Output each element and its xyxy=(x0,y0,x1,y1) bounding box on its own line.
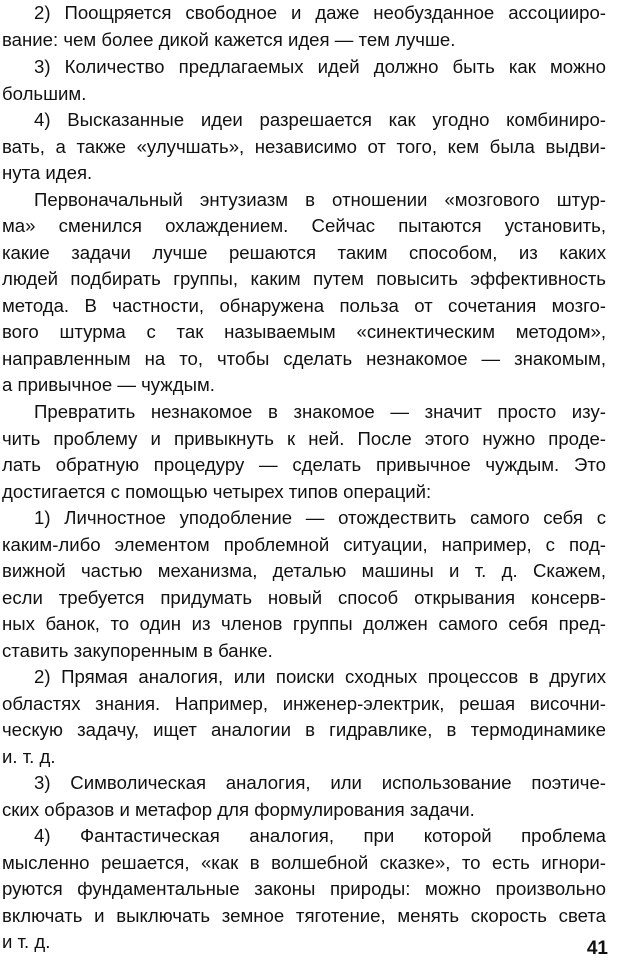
text-line: ных банок, то один из членов группы должен самого себя пред- xyxy=(2,613,606,634)
text-line: 3) Количество предлагаемых идей должно быть как можно xyxy=(34,56,606,77)
text-line: нута идея. xyxy=(2,162,93,183)
text-line: 3) Символическая аналогия, или использование поэтиче- xyxy=(34,772,606,793)
text-line: ма» сменился охлаждением. Сейчас пытаются установить, xyxy=(2,215,606,236)
text-line: вижной частью механизма, деталью машины и т. д. Скажем, xyxy=(2,560,606,581)
text-line: достигается с помощью четырех типов операций: xyxy=(2,481,432,502)
text-line: руются фундаментальные законы природы: можно произвольно xyxy=(2,878,606,899)
text-line: каким-либо элементом проблемной ситуации, например, с под- xyxy=(2,534,606,555)
page-number: 41 xyxy=(586,938,608,959)
text-line: чить проблему и привыкнуть к ней. После этого нужно проде- xyxy=(2,428,606,449)
text-line: 4) Фантастическая аналогия, при которой проблема xyxy=(34,825,606,846)
text-line: 2) Поощряется свободное и даже необузданное ассоцииро- xyxy=(34,2,606,23)
text-line: лать обратную процедуру — сделать привычное чуждым. Это xyxy=(2,454,606,475)
text-line: 1) Личностное уподобление — отождествить самого себя с xyxy=(34,507,606,528)
text-line: 4) Высказанные идеи разрешается как угодно комбиниро- xyxy=(34,109,606,130)
text-line: направленным на то, чтобы сделать незнакомое — знакомым, xyxy=(2,348,606,369)
text-line: Первоначальный энтузиазм в отношении «мозгового штур- xyxy=(34,189,606,210)
text-line: вание: чем более дикой кажется идея — тем лучше. xyxy=(2,29,456,50)
text-line: метода. В частности, обнаружена польза от сочетания мозго- xyxy=(2,295,606,316)
text-line: и т. д. xyxy=(2,931,51,952)
text-line: вого штурма с так называемым «синектическим методом», xyxy=(2,321,606,342)
text-line: Превратить незнакомое в знакомое — значит просто изу- xyxy=(34,401,606,422)
text-line: а привычное — чуждым. xyxy=(2,374,215,395)
text-line: ских образов и метафор для формулирования задачи. xyxy=(2,799,475,820)
text-line: включать и выключать земное тяготение, менять скорость света xyxy=(2,905,606,926)
text-line: людей подбирать группы, каким путем повысить эффективность xyxy=(2,268,606,289)
text-line: большим. xyxy=(2,83,87,104)
text-line: 2) Прямая аналогия, или поиски сходных процессов в других xyxy=(34,666,606,687)
text-line: какие задачи лучше решаются таким способом, из каких xyxy=(2,242,606,263)
text-line: областях знания. Например, инженер-электрик, решая височни- xyxy=(2,693,606,714)
text-line: если требуется придумать новый способ открывания консерв- xyxy=(2,587,606,608)
text-line: ставить закупоренным в банке. xyxy=(2,640,273,661)
text-line: вать, а также «улучшать», независимо от того, кем была выдви- xyxy=(2,136,606,157)
text-line: ческую задачу, ищет аналогии в гидравлике, в термодинамике xyxy=(2,719,606,740)
text-line: мысленно решается, «как в волшебной сказке», то есть игнори- xyxy=(2,852,606,873)
text-line: и. т. д. xyxy=(2,746,56,767)
